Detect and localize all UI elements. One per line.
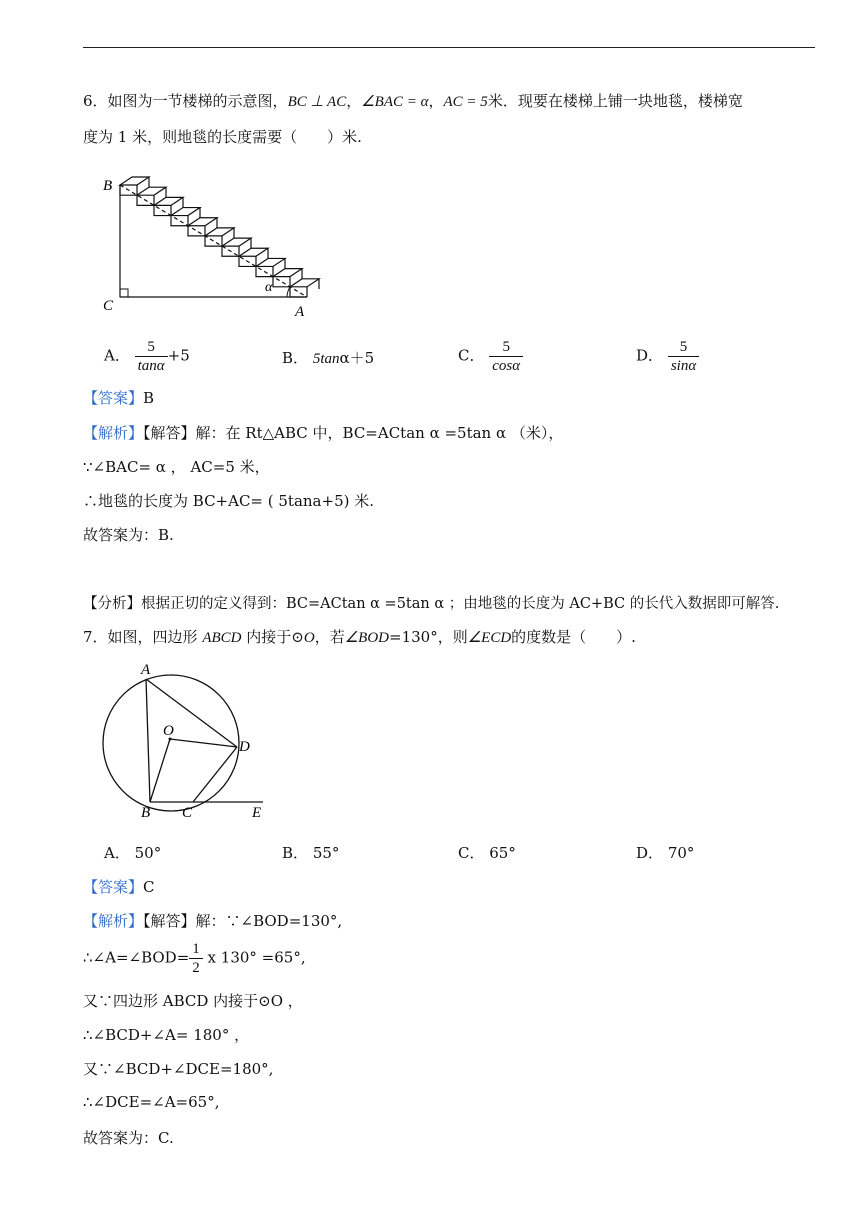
option-letter: B． [282,349,309,367]
q7-label-E: E [252,805,262,821]
q7-number: 7． [83,628,108,646]
option-text: 65° [489,844,516,862]
q6-text: 米．现要在楼梯上铺一块地毯，楼梯宽 [487,92,743,110]
q7-analysis-line3: 又∵四边形 ABCD 内接于⊙O ， [83,992,303,1010]
option-text: 70° [667,844,695,862]
answer-tag: 【答案】 [83,389,144,407]
stair-riser [290,287,307,297]
stair-tread [154,197,183,205]
q6-option-c [458,338,523,375]
q7-math: ABCD [202,630,242,646]
q6-analysis-line3: ∴地毯的长度为 BC+AC= ( 5tana+5) 米. [83,492,374,510]
q7-option-c [458,842,516,863]
option-text: 50° [134,844,162,862]
q7-text: 内接于⊙ [246,628,304,646]
stair-tread [222,238,251,246]
option-letter: D． [636,346,664,365]
fraction-numerator: 1 [192,941,200,957]
option-letter: C． [458,844,485,862]
q6-analysis-line4: 故答案为：B. [83,526,174,544]
q7-analysis-line5: 又∵∠BCD+∠DCE=180°, [83,1060,274,1078]
stair-tread [188,218,217,226]
q7-option-a [104,842,161,863]
stair-tread [290,279,319,287]
analysis-text: 【解答】解：在 Rt△ABC 中，BC=ACtan α =5tan α （米）， [143,424,564,442]
q6-label-A: A [295,304,305,320]
option-fraction [135,338,168,375]
q7-analysis-line1 [83,910,342,931]
q6-math-ac: AC = 5 [443,94,488,110]
fraction-numerator: 5 [679,339,688,355]
fraction-numerator: 5 [147,339,155,355]
q7-analysis-line7: 故答案为：C. [83,1129,174,1147]
q6-option-a [104,338,190,375]
q7-label-A: A [141,662,151,678]
q7-math: ∠ECD [467,630,512,646]
q6-analysis-line2: ∵∠BAC= α ， AC=5 米， [83,458,270,476]
q6-stem-line1 [83,90,743,111]
q6-math-angle: ∠BAC = α [361,94,429,110]
analysis-text: ∴∠A=∠BOD= [83,948,190,967]
q7-text: ，若 [314,628,345,646]
option-letter: A． [104,346,130,365]
option-letter: C． [458,346,485,365]
fenxi-tag: 【分析】 [83,596,141,612]
stair-tread [273,269,302,277]
option-text: 5tan [312,351,340,367]
q6-option-b [282,347,374,368]
stair-riser [188,226,205,236]
q7-stem [83,626,636,647]
fraction-numerator: 5 [502,339,510,355]
q6-fenxi [83,592,779,613]
stair-tread [120,177,149,185]
q6-number: 6． [83,92,108,110]
fraction-denominator: cosα [489,356,523,375]
q6-text: ， [428,92,444,110]
q7-label-D: D [239,739,250,755]
q7-label-B: B [141,805,151,821]
stair-tread [239,248,268,256]
stair-tread [205,228,234,236]
q7-label-O: O [163,723,174,739]
q6-option-d [636,338,699,375]
q7-text: 的度数是（ ）. [511,628,636,646]
q7-answer [83,876,155,897]
stair-tread [137,187,166,195]
q7-math: ∠BOD [344,630,390,646]
option-text: 55° [312,844,340,862]
analysis-text: 【解答】解：∵∠BOD=130°, [143,912,343,930]
q6-analysis-line1 [83,422,563,443]
q7-math: O [303,630,315,646]
q7-circle-figure [95,655,275,825]
analysis-text: x 130° =65°, [202,948,306,967]
analysis-tag: 【解析】 [83,912,144,930]
option-fraction [489,338,523,375]
q6-label-alpha: α [265,280,273,295]
q7-label-C: C [182,805,193,821]
option-text: α＋5 [339,349,375,367]
option-letter: A． [104,844,130,862]
option-letter: D． [636,844,664,862]
answer-value: B [143,389,155,407]
q6-math-perp: BC ⊥ AC [287,94,347,110]
stair-riser [273,277,290,287]
header-rule [83,47,815,48]
option-suffix: +5 [167,346,190,365]
half-fraction [189,940,203,977]
fraction-denominator: 2 [189,958,203,977]
q7-analysis-line2 [83,940,306,977]
stair-riser [171,216,188,226]
q7-option-d [636,842,694,863]
q6-staircase-figure [95,152,335,327]
q6-text: ， [346,92,362,110]
q6-label-C: C [103,298,114,314]
stair-tread [256,258,285,266]
analysis-tag: 【解析】 [83,424,144,442]
q7-text: 如图，四边形 [107,628,198,646]
q6-answer [83,387,154,408]
q7-text: =130°，则 [389,628,468,646]
q7-analysis-line6: ∴∠DCE=∠A=65°, [83,1093,220,1111]
q7-option-b [282,842,339,863]
option-letter: B． [282,844,309,862]
q6-label-B: B [103,178,113,194]
q6-stem-line2: 度为 1 米，则地毯的长度需要（ ）米. [83,128,362,146]
option-fraction [668,338,699,375]
fenxi-text: 根据正切的定义得到：BC=ACtan α =5tan α ；由地毯的长度为 AC+BC 的长代入数据即可解答. [141,596,780,612]
q6-text: 如图为一节楼梯的示意图， [107,92,288,110]
fraction-denominator: tanα [135,356,168,375]
stair-tread [171,208,200,216]
fraction-denominator: sinα [668,356,699,375]
answer-tag: 【答案】 [83,878,144,896]
q7-analysis-line4: ∴∠BCD+∠A= 180° ， [83,1026,250,1044]
answer-value: C [143,878,155,896]
